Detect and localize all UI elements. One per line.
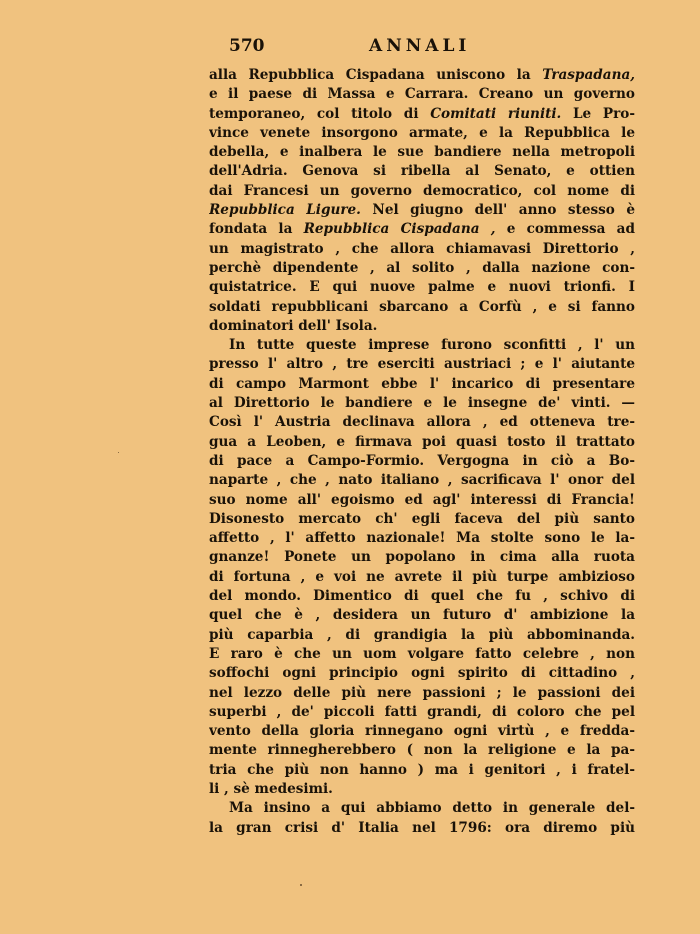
text-line	[209, 799, 635, 818]
text-line	[209, 761, 635, 780]
line-text: un magistrato , che allora chiamavasi Direttorio ,	[209, 240, 635, 257]
italic-text: Repubblica Cispadana ,	[303, 221, 496, 238]
line-text: la gran crisi d' Italia nel 1796: ora diremo più	[209, 819, 635, 836]
text-line	[209, 780, 635, 799]
line-text: tria che più non hanno ) ma i genitori , i fratel-	[209, 761, 635, 778]
line-text: naparte , che , nato italiano , sacrificava l' onor del	[209, 472, 635, 489]
text-line	[209, 587, 635, 606]
italic-text: Repubblica Ligure.	[209, 202, 361, 219]
line-text: Disonesto mercato ch' egli faceva del più santo	[209, 510, 635, 527]
text-line	[209, 606, 635, 625]
page-header	[209, 36, 635, 58]
line-text: più caparbia , di grandigia la più abbominanda.	[209, 626, 635, 643]
line-text: superbi , de' piccoli fatti grandi, di coloro che pel	[209, 703, 635, 720]
line-text: E raro è che un uom volgare fatto celebre , non	[209, 645, 635, 662]
text-line	[209, 220, 635, 239]
text-line	[209, 143, 635, 162]
line-text: Ma insino a qui abbiamo detto in generale del-	[229, 800, 635, 817]
text-line	[209, 741, 635, 760]
text-line	[209, 182, 635, 201]
line-text: gua a Leoben, e firmava poi quasi tosto il trattato	[209, 433, 635, 450]
line-text: temporaneo, col titolo di	[209, 105, 431, 122]
text-line	[209, 722, 635, 741]
italic-text: Comitati riuniti.	[430, 105, 562, 122]
text-line	[209, 66, 635, 85]
text-line	[209, 664, 635, 683]
line-text: affetto , l' affetto nazionale! Ma stolte sono le la-	[209, 530, 635, 547]
line-text: di pace a Campo-Formio. Vergogna in ciò a Bo-	[209, 452, 635, 469]
text-line	[209, 819, 635, 838]
line-text: In tutte queste imprese furono sconfitti , l' un	[229, 337, 635, 354]
line-text: gnanze! Ponete un popolano in cima alla ruota	[209, 549, 635, 566]
line-text: li , sè medesimi.	[209, 780, 333, 797]
text-line	[209, 201, 635, 220]
text-line	[209, 298, 635, 317]
text-line	[209, 510, 635, 529]
text-line	[209, 394, 635, 413]
text-line	[209, 162, 635, 181]
text-line	[209, 259, 635, 278]
line-text: soldati repubblicani sbarcano a Corfù , e si fanno	[209, 298, 635, 315]
italic-text: Traspadana,	[542, 67, 635, 83]
line-text: quistatrice. E qui nuove palme e nuovi trionfi. I	[209, 279, 635, 296]
line-text: e commessa ad	[495, 221, 635, 238]
line-text: perchè dipendente , al solito , dalla nazione con-	[209, 259, 635, 276]
line-text: nel lezzo delle più nere passioni ; le passioni dei	[209, 684, 635, 701]
text-line	[209, 568, 635, 587]
line-text: Nel giugno dell' anno stesso è	[360, 202, 635, 219]
text-line	[209, 278, 635, 297]
paper-speck	[118, 452, 119, 453]
text-line	[209, 684, 635, 703]
line-text: e il paese di Massa e Carrara. Creano un governo	[209, 86, 635, 103]
page-number: 570	[229, 36, 265, 56]
text-line	[209, 433, 635, 452]
text-line	[209, 355, 635, 374]
line-text: alla Repubblica Cispadana uniscono la	[209, 67, 543, 83]
text-line	[209, 645, 635, 664]
line-text: fondata la	[209, 221, 304, 238]
running-head: ANNALI	[369, 36, 471, 56]
line-text: dai Francesi un governo democratico, col nome di	[209, 182, 635, 199]
line-text: di campo Marmont ebbe l' incarico di presentare	[209, 375, 635, 392]
text-line	[209, 452, 635, 471]
text-line	[209, 413, 635, 432]
line-text: quel che è , desidera un futuro d' ambizione la	[209, 607, 635, 624]
text-line	[209, 85, 635, 104]
text-line	[209, 336, 635, 355]
paper-speck	[300, 884, 302, 886]
line-text: vento della gloria rinnegano ogni virtù , e fredda-	[209, 723, 635, 740]
line-text: suo nome all' egoismo ed agl' interessi di Francia!	[209, 491, 635, 508]
line-text: soffochi ogni principio ogni spirito di cittadino ,	[209, 665, 635, 682]
text-line	[209, 317, 635, 336]
text-line	[209, 548, 635, 567]
text-line	[209, 703, 635, 722]
line-text: del mondo. Dimentico di quel che fu , schivo di	[209, 588, 635, 605]
line-text: debella, e inalbera le sue bandiere nella metropoli	[209, 144, 635, 161]
text-line	[209, 491, 635, 510]
text-line	[209, 471, 635, 490]
line-text: mente rinnegherebbero ( non la religione e la pa-	[209, 742, 635, 759]
line-text: dominatori dell' Isola.	[209, 317, 378, 334]
line-text: Le Pro-	[561, 105, 635, 122]
text-line	[209, 375, 635, 394]
text-line	[209, 529, 635, 548]
text-line	[209, 124, 635, 143]
line-text: vince venete insorgono armate, e la Repubblica le	[209, 124, 635, 141]
text-line	[209, 240, 635, 259]
line-text: presso l' altro , tre eserciti austriaci ; e l' aiutante	[209, 356, 635, 373]
line-text: al Direttorio le bandiere e le insegne de' vinti. —	[209, 395, 635, 412]
body-text	[209, 66, 635, 838]
text-line	[209, 626, 635, 645]
line-text: Così l' Austria declinava allora , ed otteneva tre-	[209, 414, 635, 431]
line-text: di fortuna , e voi ne avrete il più turpe ambizioso	[209, 568, 635, 585]
line-text: dell'Adria. Genova si ribella al Senato, e ottien	[209, 163, 635, 180]
text-line	[209, 105, 635, 124]
